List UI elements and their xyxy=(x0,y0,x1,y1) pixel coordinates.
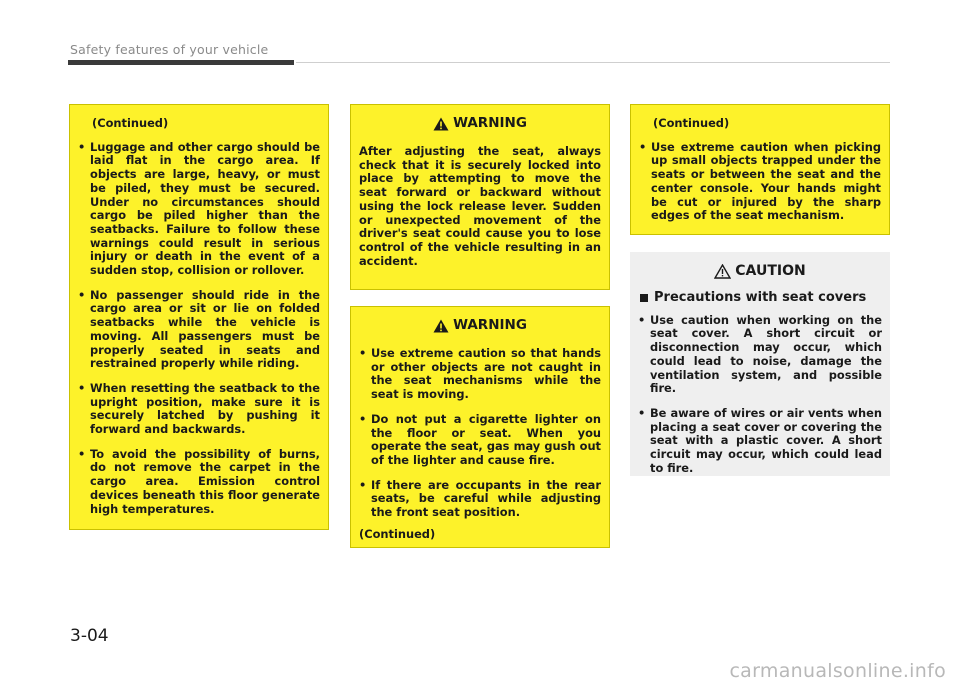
warning-heading xyxy=(359,319,601,333)
list-item: • To avoid the possibility of burns, do not remove the carpet in the cargo area. Emission control devices beneath this floor generate high temperatures. xyxy=(78,448,320,517)
continued-box-right xyxy=(630,104,890,235)
warning-title: WARNING xyxy=(453,115,527,132)
caution-subtitle xyxy=(640,291,882,305)
caution-subtitle-text: Precautions with seat covers xyxy=(654,290,867,305)
warning-heading xyxy=(359,117,601,131)
warning-box-seat-lock xyxy=(350,104,610,290)
warning-title: WARNING xyxy=(453,317,527,334)
sharp-edges-list xyxy=(639,141,881,223)
list-item: • If there are occupants in the rear seats, be careful while adjusting the front seat position. xyxy=(359,479,601,520)
list-item: • Use extreme caution so that hands or other objects are not caught in the seat mechanisms while the seat is moving. xyxy=(359,347,601,402)
warning-box-seat-mechanism xyxy=(350,306,610,548)
header-rule-dark xyxy=(68,60,294,65)
continued-label: (Continued) xyxy=(92,116,169,130)
list-item: • Luggage and other cargo should be laid flat in the cargo area. If objects are large, heavy, or must be piled, they must be secured. Under no circumstances should cargo be piled higher than the seatbacks. Failure to follow these warnings could result in serious injury or death in the event of a sudden stop, collision or rollover. xyxy=(78,141,320,278)
continued-box-left xyxy=(69,104,329,530)
caution-triangle-icon xyxy=(714,264,731,279)
square-bullet-icon xyxy=(640,294,648,302)
list-item: • When resetting the seatback to the upright position, make sure it is securely latched by pushing it forward and backwards. xyxy=(78,382,320,437)
warning-text: After adjusting the seat, always check that it is securely locked into place by attempting to move the seat forward or backward without using the lock release lever. Sudden or unexpected movement of the driver's seat could cause you to lose control of the vehicle resulting in an accident. xyxy=(359,144,601,268)
continued-label: (Continued) xyxy=(359,526,436,541)
list-item: • No passenger should ride in the cargo area or sit or lie on folded seatbacks while the vehicle is moving. All passengers must be properly seated in seats and restrained properly while riding. xyxy=(78,289,320,371)
caution-box-seat-covers xyxy=(630,252,890,476)
list-item: • Use caution when working on the seat cover. A short circuit or disconnection may occur, which could lead to noise, damage the ventilation system, and possible fire. xyxy=(638,314,882,396)
warning-list xyxy=(359,347,601,520)
continued-label: (Continued) xyxy=(653,116,730,130)
watermark: carmanualsonline.info xyxy=(729,660,946,682)
list-item: • Use extreme caution when picking up small objects trapped under the seats or between the seat and the center console. Your hands might be cut or injured by the sharp edges of the seat mechanism. xyxy=(639,141,881,223)
header-rule-light xyxy=(296,62,890,63)
caution-list xyxy=(638,314,882,476)
header-title: Safety features of your vehicle xyxy=(70,42,269,57)
page-number: 3-04 xyxy=(70,626,109,646)
list-item: • Do not put a cigarette lighter on the floor or seat. When you operate the seat, gas may gush out of the lighter and cause fire. xyxy=(359,413,601,468)
caution-title: CAUTION xyxy=(735,262,806,279)
warning-triangle-icon xyxy=(433,319,449,333)
list-item: • Be aware of wires or air vents when placing a seat cover or covering the seat with a plastic cover. A short circuit may occur, which could lead to fire. xyxy=(638,407,882,476)
warning-triangle-icon xyxy=(433,117,449,131)
caution-heading xyxy=(638,264,882,279)
cargo-warning-list xyxy=(78,141,320,517)
